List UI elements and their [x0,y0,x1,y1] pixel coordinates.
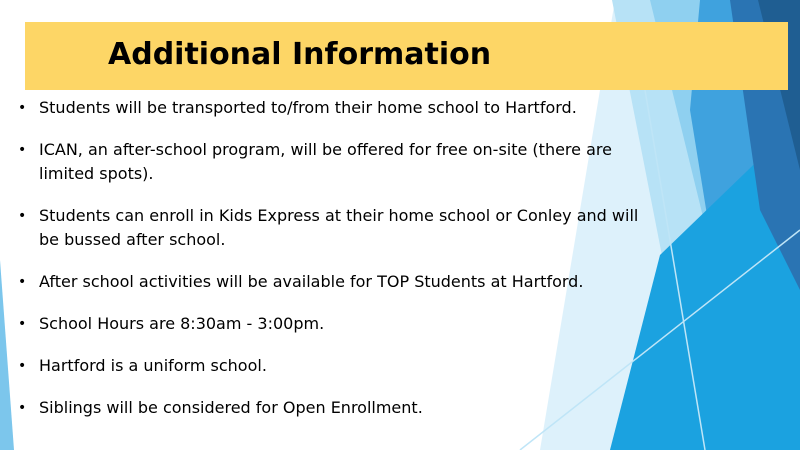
bullet-dot: • [18,358,27,374]
bullet-dot: • [18,316,27,332]
bullet-item [18,312,648,336]
bullet-dot: • [18,208,27,224]
bullet-item [18,138,648,186]
bullet-item [18,270,648,294]
title-bar [25,22,788,90]
bullet-item [18,396,648,420]
bullet-list [18,96,648,438]
bullet-text: Students will be transported to/from their home school to Hartford. [39,98,577,117]
bullet-text: ICAN, an after-school program, will be offered for free on-site (there are limited spots). [39,140,612,183]
bullet-item [18,354,648,378]
bullet-text: Hartford is a uniform school. [39,356,267,375]
bullet-dot: • [18,400,27,416]
bullet-dot: • [18,100,27,116]
slide-title: Additional Information [108,37,492,72]
bullet-text: After school activities will be available for TOP Students at Hartford. [39,272,584,291]
bullet-text: Siblings will be considered for Open Enrollment. [39,398,423,417]
bullet-dot: • [18,274,27,290]
left-edge-shape [0,260,14,450]
bullet-text: School Hours are 8:30am - 3:00pm. [39,314,325,333]
bullet-dot: • [18,142,27,158]
bullet-item [18,96,648,120]
bullet-item [18,204,648,252]
bullet-text: Students can enroll in Kids Express at their home school or Conley and will be bussed after school. [39,206,639,249]
